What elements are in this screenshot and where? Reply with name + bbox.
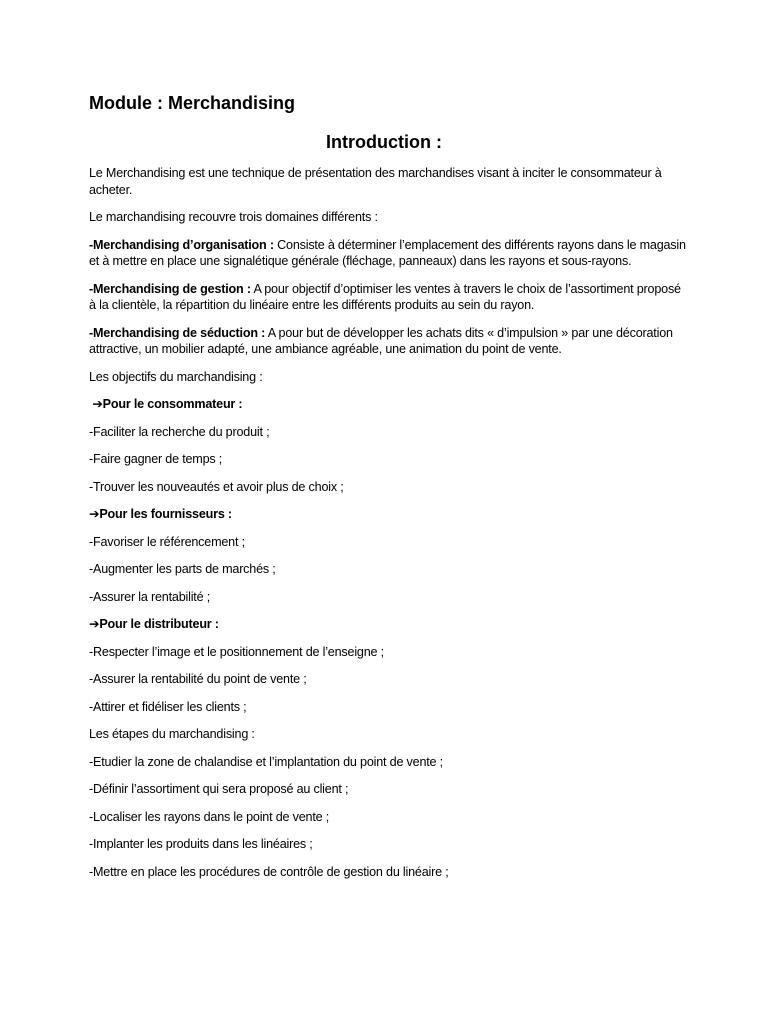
list-item: -Localiser les rayons dans le point de vente ;	[89, 809, 330, 824]
group-heading-label: Pour le consommateur :	[102, 397, 243, 411]
list-item: -Favoriser le référencement ;	[89, 534, 245, 549]
list-item: -Attirer et fidéliser les clients ;	[89, 699, 247, 714]
domain-seduction	[89, 325, 689, 358]
objectives-intro: Les objectifs du marchandising :	[89, 369, 263, 384]
list-item: -Faire gagner de temps ;	[89, 452, 223, 466]
list-item: -Etudier la zone de chalandise et l’implantation du point de vente ;	[89, 754, 443, 769]
domain-text: Consiste à déterminer l’emplacement des différents rayons dans le magasin et à mettre en place une signalétique générale (fléchage, panneaux) dans les rayons et sous-rayons.	[89, 237, 686, 268]
steps-intro: Les étapes du marchandising :	[89, 727, 255, 741]
introduction-heading: Introduction :	[326, 132, 442, 152]
list-item: -Faciliter la recherche du produit ;	[89, 424, 270, 439]
intro-paragraph: Le Merchandising est une technique de présentation des marchandises visant à inciter le consommateur à acheter.	[89, 166, 662, 197]
list-item: -Respecter l’image et le positionnement de l’enseigne ;	[89, 644, 384, 659]
arrow-right-icon: ➔	[89, 617, 100, 631]
domain-text: A pour but de développer les achats dits « d’impulsion » par une décoration attractive, un mobilier adapté, une ambiance agréable, une animation du point de vente.	[89, 325, 673, 356]
list-item: -Assurer la rentabilité du point de vente ;	[89, 672, 307, 686]
group-heading-consommateur	[89, 396, 689, 413]
list-item: -Implanter les produits dans les linéaires ;	[89, 837, 313, 851]
list-item: -Trouver les nouveautés et avoir plus de choix ;	[89, 479, 344, 494]
domain-text: A pour objectif d’optimiser les ventes à travers le choix de l’assortiment proposé à la clientèle, la répartition du linéaire entre les différents produits au sein du rayon.	[89, 281, 681, 312]
list-item: -Assurer la rentabilité ;	[89, 589, 210, 604]
domain-label: -Merchandising de gestion :	[89, 281, 251, 296]
domains-intro: Le marchandising recouvre trois domaines différents :	[89, 210, 378, 224]
domain-label: -Merchandising de séduction :	[89, 325, 266, 340]
group-heading-label: Pour les fournisseurs :	[99, 507, 232, 521]
arrow-right-icon: ➔	[92, 397, 103, 411]
domain-gestion	[89, 281, 689, 314]
list-item: -Mettre en place les procédures de contrôle de gestion du linéaire ;	[89, 864, 449, 879]
list-item: -Augmenter les parts de marchés ;	[89, 562, 276, 576]
domain-label: -Merchandising d’organisation :	[89, 237, 274, 252]
group-heading-fournisseurs	[89, 506, 689, 523]
group-heading-label: Pour le distributeur :	[99, 617, 219, 631]
domain-organisation	[89, 237, 689, 270]
arrow-right-icon: ➔	[89, 507, 100, 521]
module-title: Module : Merchandising	[89, 93, 296, 113]
document-body	[89, 165, 689, 891]
list-item: -Définir l’assortiment qui sera proposé au client ;	[89, 782, 349, 796]
group-heading-distributeur	[89, 616, 689, 633]
